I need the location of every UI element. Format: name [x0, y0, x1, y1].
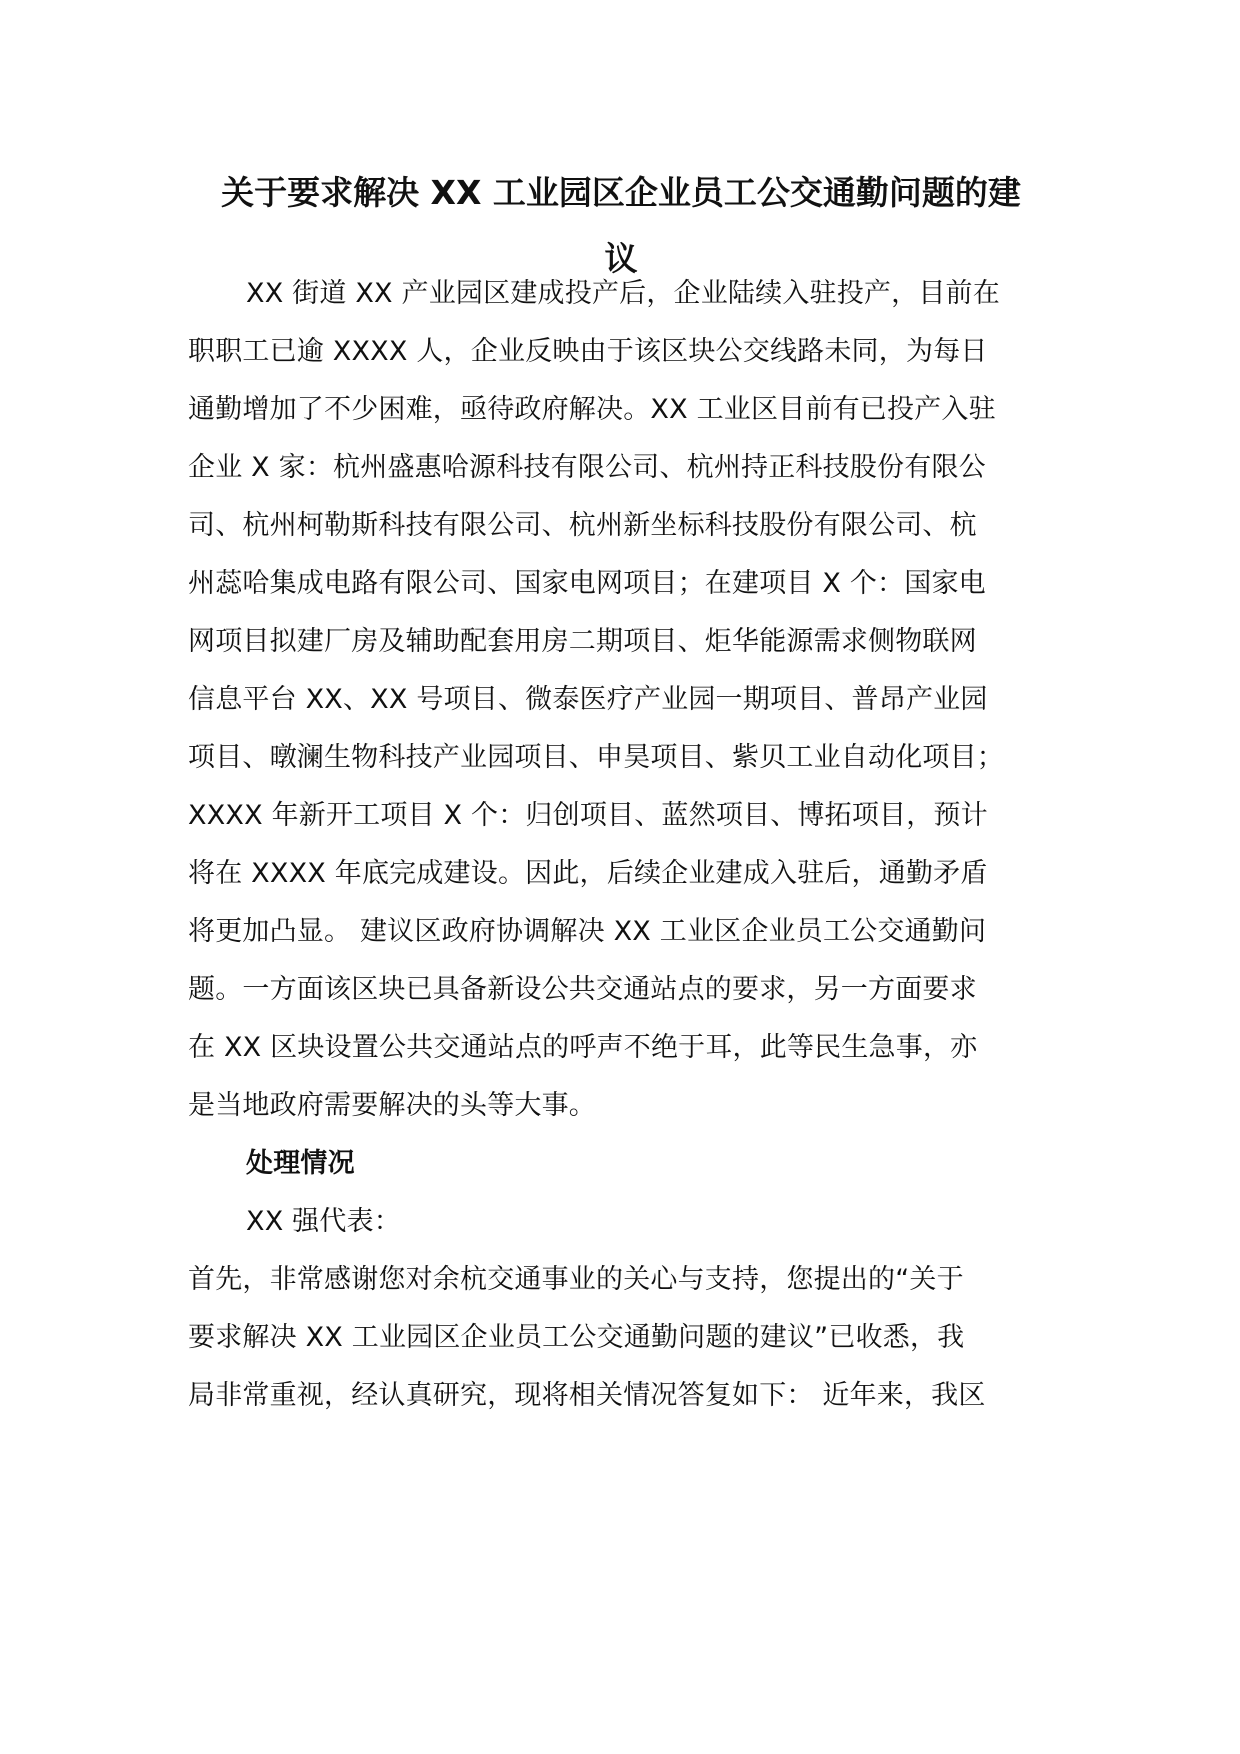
text-line: 首先，非常感谢您对余杭交通事业的关心与支持，您提出的“关于 [188, 1264, 964, 1295]
text-line: XX 街道 XX 产业园区建成投产后，企业陆续入驻投产，目前在 [246, 278, 1000, 309]
section-heading: 处理情况 [246, 1148, 355, 1179]
text-line: 将更加凸显。 建议区政府协调解决 XX 工业区企业员工公交通勤问 [188, 916, 987, 947]
salutation: XX 强代表： [246, 1206, 401, 1237]
title-line: 关于要求解决 XX 工业园区企业员工公交通勤问题的建 [221, 173, 1021, 212]
text-line: 要求解决 XX 工业园区企业员工公交通勤问题的建议”已收悉，我 [188, 1322, 965, 1353]
title-line: 议 [604, 239, 638, 278]
text-line: 州蕊哈集成电路有限公司、国家电网项目；在建项目 X 个：国家电 [188, 568, 986, 599]
text-line: 企业 X 家：杭州盛惠哈源科技有限公司、杭州持正科技股份有限公 [188, 452, 986, 483]
text-line: 是当地政府需要解决的头等大事。 [188, 1090, 596, 1121]
text-line: 通勤增加了不少困难，亟待政府解决。XX 工业区目前有已投产入驻 [188, 394, 996, 425]
text-line: 项目、暾澜生物科技产业园项目、申昊项目、紫贝工业自动化项目； [188, 742, 1004, 773]
document-title [186, 160, 1056, 292]
text-line: 在 XX 区块设置公共交通站点的呼声不绝于耳，此等民生急事，亦 [188, 1032, 978, 1063]
text-line: 职职工已逾 XXXX 人，企业反映由于该区块公交线路未同，为每日 [188, 336, 988, 367]
text-line: 信息平台 XX、XX 号项目、微泰医疗产业园一期项目、普昂产业园 [188, 684, 988, 715]
text-line: 题。一方面该区块已具备新设公共交通站点的要求，另一方面要求 [188, 974, 977, 1005]
text-line: 将在 XXXX 年底完成建设。因此，后续企业建成入驻后，通勤矛盾 [188, 858, 988, 889]
text-line: 网项目拟建厂房及辅助配套用房二期项目、炬华能源需求侧物联网 [188, 626, 977, 657]
text-line: XXXX 年新开工项目 X 个：归创项目、蓝然项目、博拓项目，预计 [188, 800, 988, 831]
text-line: 局非常重视，经认真研究，现将相关情况答复如下： 近年来，我区 [188, 1380, 986, 1411]
text-line: 司、杭州柯勒斯科技有限公司、杭州新坐标科技股份有限公司、杭 [188, 510, 977, 541]
